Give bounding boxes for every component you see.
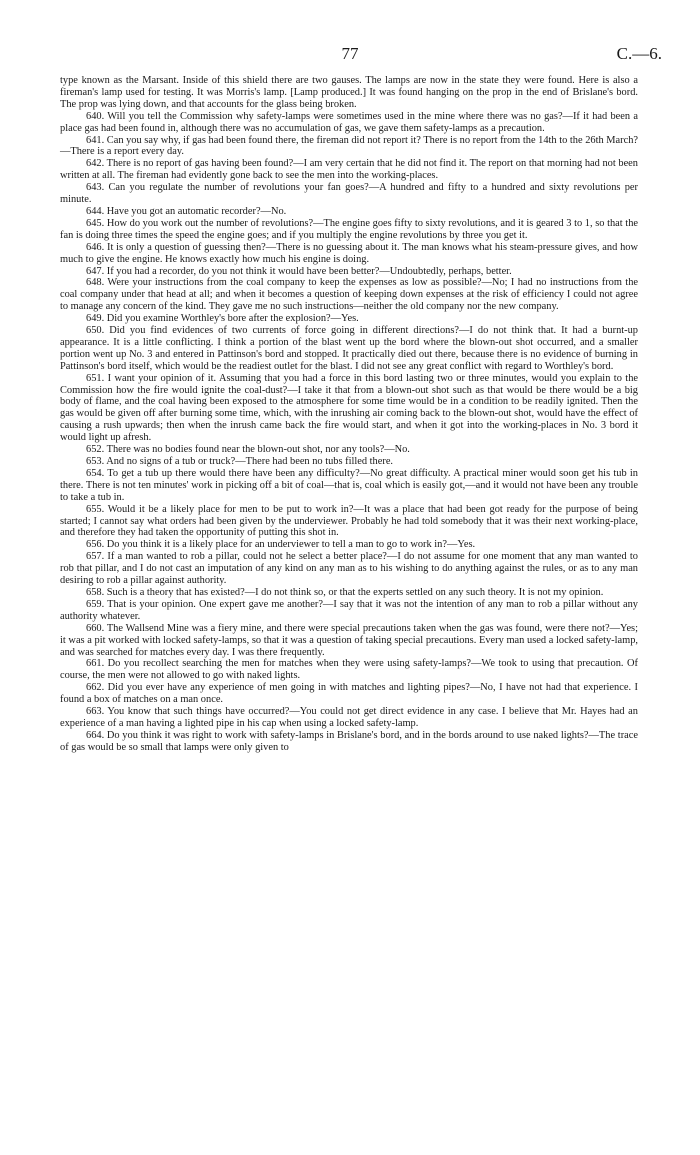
paragraph: 656. Do you think it is a likely place for an underviewer to tell a man to go to work in?—Yes. (86, 539, 476, 551)
paragraph: 655. Would it be a likely place for men to be put to work in?—It was a place that had been got ready for the purpose of being started; I cannot say what orders had been given by the underviewer. Probably he had told somebody that it was their next working-place, and therefore they had taken the opportunity of putting this shot in. (60, 503, 638, 539)
paragraph: 657. If a man wanted to rob a pillar, could not he select a better place?—I do not assume for one moment that any man wanted to rob that pillar, and I do not cast an imputation of any kind on any man as to his wishing to do anything against the rules, or as to any man desiring to rob a pillar against authority. (60, 551, 638, 587)
page-header (0, 44, 700, 66)
paragraph: 659. That is your opinion. One expert gave me another?—I say that it was not the intention of any man to rob a pillar without any authority whatever. (60, 598, 638, 622)
paragraph: 647. If you had a recorder, do you not think it would have been better?—Undoubtedly, perhaps, better. (86, 265, 512, 277)
paragraph: 661. Do you recollect searching the men for matches when they were using safety-lamps?—We took to using that precaution. Of course, the men were not allowed to go with naked lights. (60, 658, 638, 682)
page-number: 77 (341, 44, 359, 63)
paragraph: 646. It is only a question of guessing then?—There is no guessing about it. The man knows what his steam-pressure gives, and how much to give the engine. He knows exactly how much his engine is doing. (60, 241, 638, 265)
paragraph: 662. Did you ever have any experience of men going in with matches and lighting pipes?—No, I have not had that experience. I found a box of matches on a man once. (60, 682, 638, 706)
paragraph: 641. Can you say why, if gas had been found there, the fireman did not report it? There is no report from the 14th to the 26th March?—There is a report every day. (60, 134, 638, 158)
paragraph: 660. The Wallsend Mine was a fiery mine, and there were special precautions taken when the gas was found, were there not?—Yes; it was a pit worked with locked safety-lamps, so that it was a question of taking special precautions. Every man used a locked safety-lamp, and was searched for matches every day. I was there frequently. (60, 622, 638, 658)
paragraph: 642. There is no report of gas having been found?—I am very certain that he did not find it. The report on that morning had not been written at all. The fireman had evidently gone back to see the men into the working-places. (60, 158, 638, 182)
paragraph: 644. Have you got an automatic recorder?—No. (86, 205, 287, 217)
paragraph: 645. How do you work out the number of revolutions?—The engine goes fifty to sixty revolutions, and it is geared 3 to 1, so that the fan is doing three times the speed the engine goes; and if you multiply the engine revolutions by three you get it. (60, 217, 638, 241)
paragraph: 643. Can you regulate the number of revolutions your fan goes?—A hundred and fifty to a hundred and sixty revolutions per minute. (60, 182, 638, 206)
document-reference: C.—6. (616, 44, 662, 63)
paragraph: 658. Such is a theory that has existed?—I do not think so, or that the experts settled on any such theory. It is not my opinion. (86, 586, 604, 598)
paragraph: 664. Do you think it was right to work with safety-lamps in Brislane's bord, and in the bords around to use naked lights?—The trace of gas would be so small that lamps were only given to (60, 729, 638, 753)
paragraph: 652. There was no bodies found near the blown-out shot, nor any tools?—No. (86, 444, 410, 456)
paragraph: type known as the Marsant. Inside of this shield there are two gauses. The lamps are now in the state they were found. Here is also a fireman's lamp used for testing. It was Morris's lamp. [Lamp produced.] It was found hanging on the prop in the end of Brislane's bord. The prop was lying down, and that accounts for the glass being broken. (60, 75, 638, 110)
paragraph: 663. You know that such things have occurred?—You could not get direct evidence in any case. I believe that Mr. Hayes had an experience of a man having a lighted pipe in his cap when using a locked safety-lamp. (60, 706, 638, 729)
paragraph: 649. Did you examine Worthley's bore after the explosion?—Yes. (86, 313, 359, 325)
paragraph: 651. I want your opinion of it. Assuming that you had a force in this bord lasting two or three minutes, would you explain to the Commission how the fire would ignite the coal-dust?—I take it that from a blown-out shot such as that would be there would be a big body of flame, and the coal having been exposed to the atmosphere for some time would be in a condition to be readily ignited. Then the gas would be given off after burning some time, which, with the inrushing air coming back to the blown-out shot, would have the effect of causing a rush upwards; then when the inrush came back the fire would start, and when it got into the working-places in No. 3 bord it would light up afresh. (60, 372, 638, 444)
paragraph: 640. Will you tell the Commission why safety-lamps were sometimes used in the mine where there was no gas?—If it had been a place gas had been found in, although there was no accumulation of gas, we gave them safety-lamps as a precaution. (60, 110, 638, 134)
paragraph: 650. Did you find evidences of two currents of force going in different directions?—I do not think that. It had a burnt-up appearance. It is a little conflicting. I think a portion of the blast went up the bord where the blown-out shot occurred, and a smaller portion went up No. 3 and entered in Pattinson's bord and stopped. It practically died out there, because there is no evidence of burning in Pattinson's bord itself, which would be the readiest outlet for the blast. I did not see any great conflict with regard to Worthley's bord. (60, 325, 638, 372)
paragraph: 653. And no signs of a tub or truck?—There had been no tubs filled there. (86, 456, 394, 467)
paragraph: 648. Were your instructions from the coal company to keep the expenses as low as possible?—No; I had no instructions from the coal company under that head at all; and when it becomes a question of keeping down expenses at the risk of efficiency I could not agree to manage any concern of the kind. They gave me no such instructions—neither the old company nor the new company. (60, 277, 638, 313)
body-text (60, 75, 638, 754)
paragraph: 654. To get a tub up there would there have been any difficulty?—No great difficulty. A practical miner would soon get his tub in there. There is not ten minutes' work in picking off a bit of coal—that is, coal which is easily got,—and it would not have been any trouble to take a tub in. (60, 467, 638, 503)
